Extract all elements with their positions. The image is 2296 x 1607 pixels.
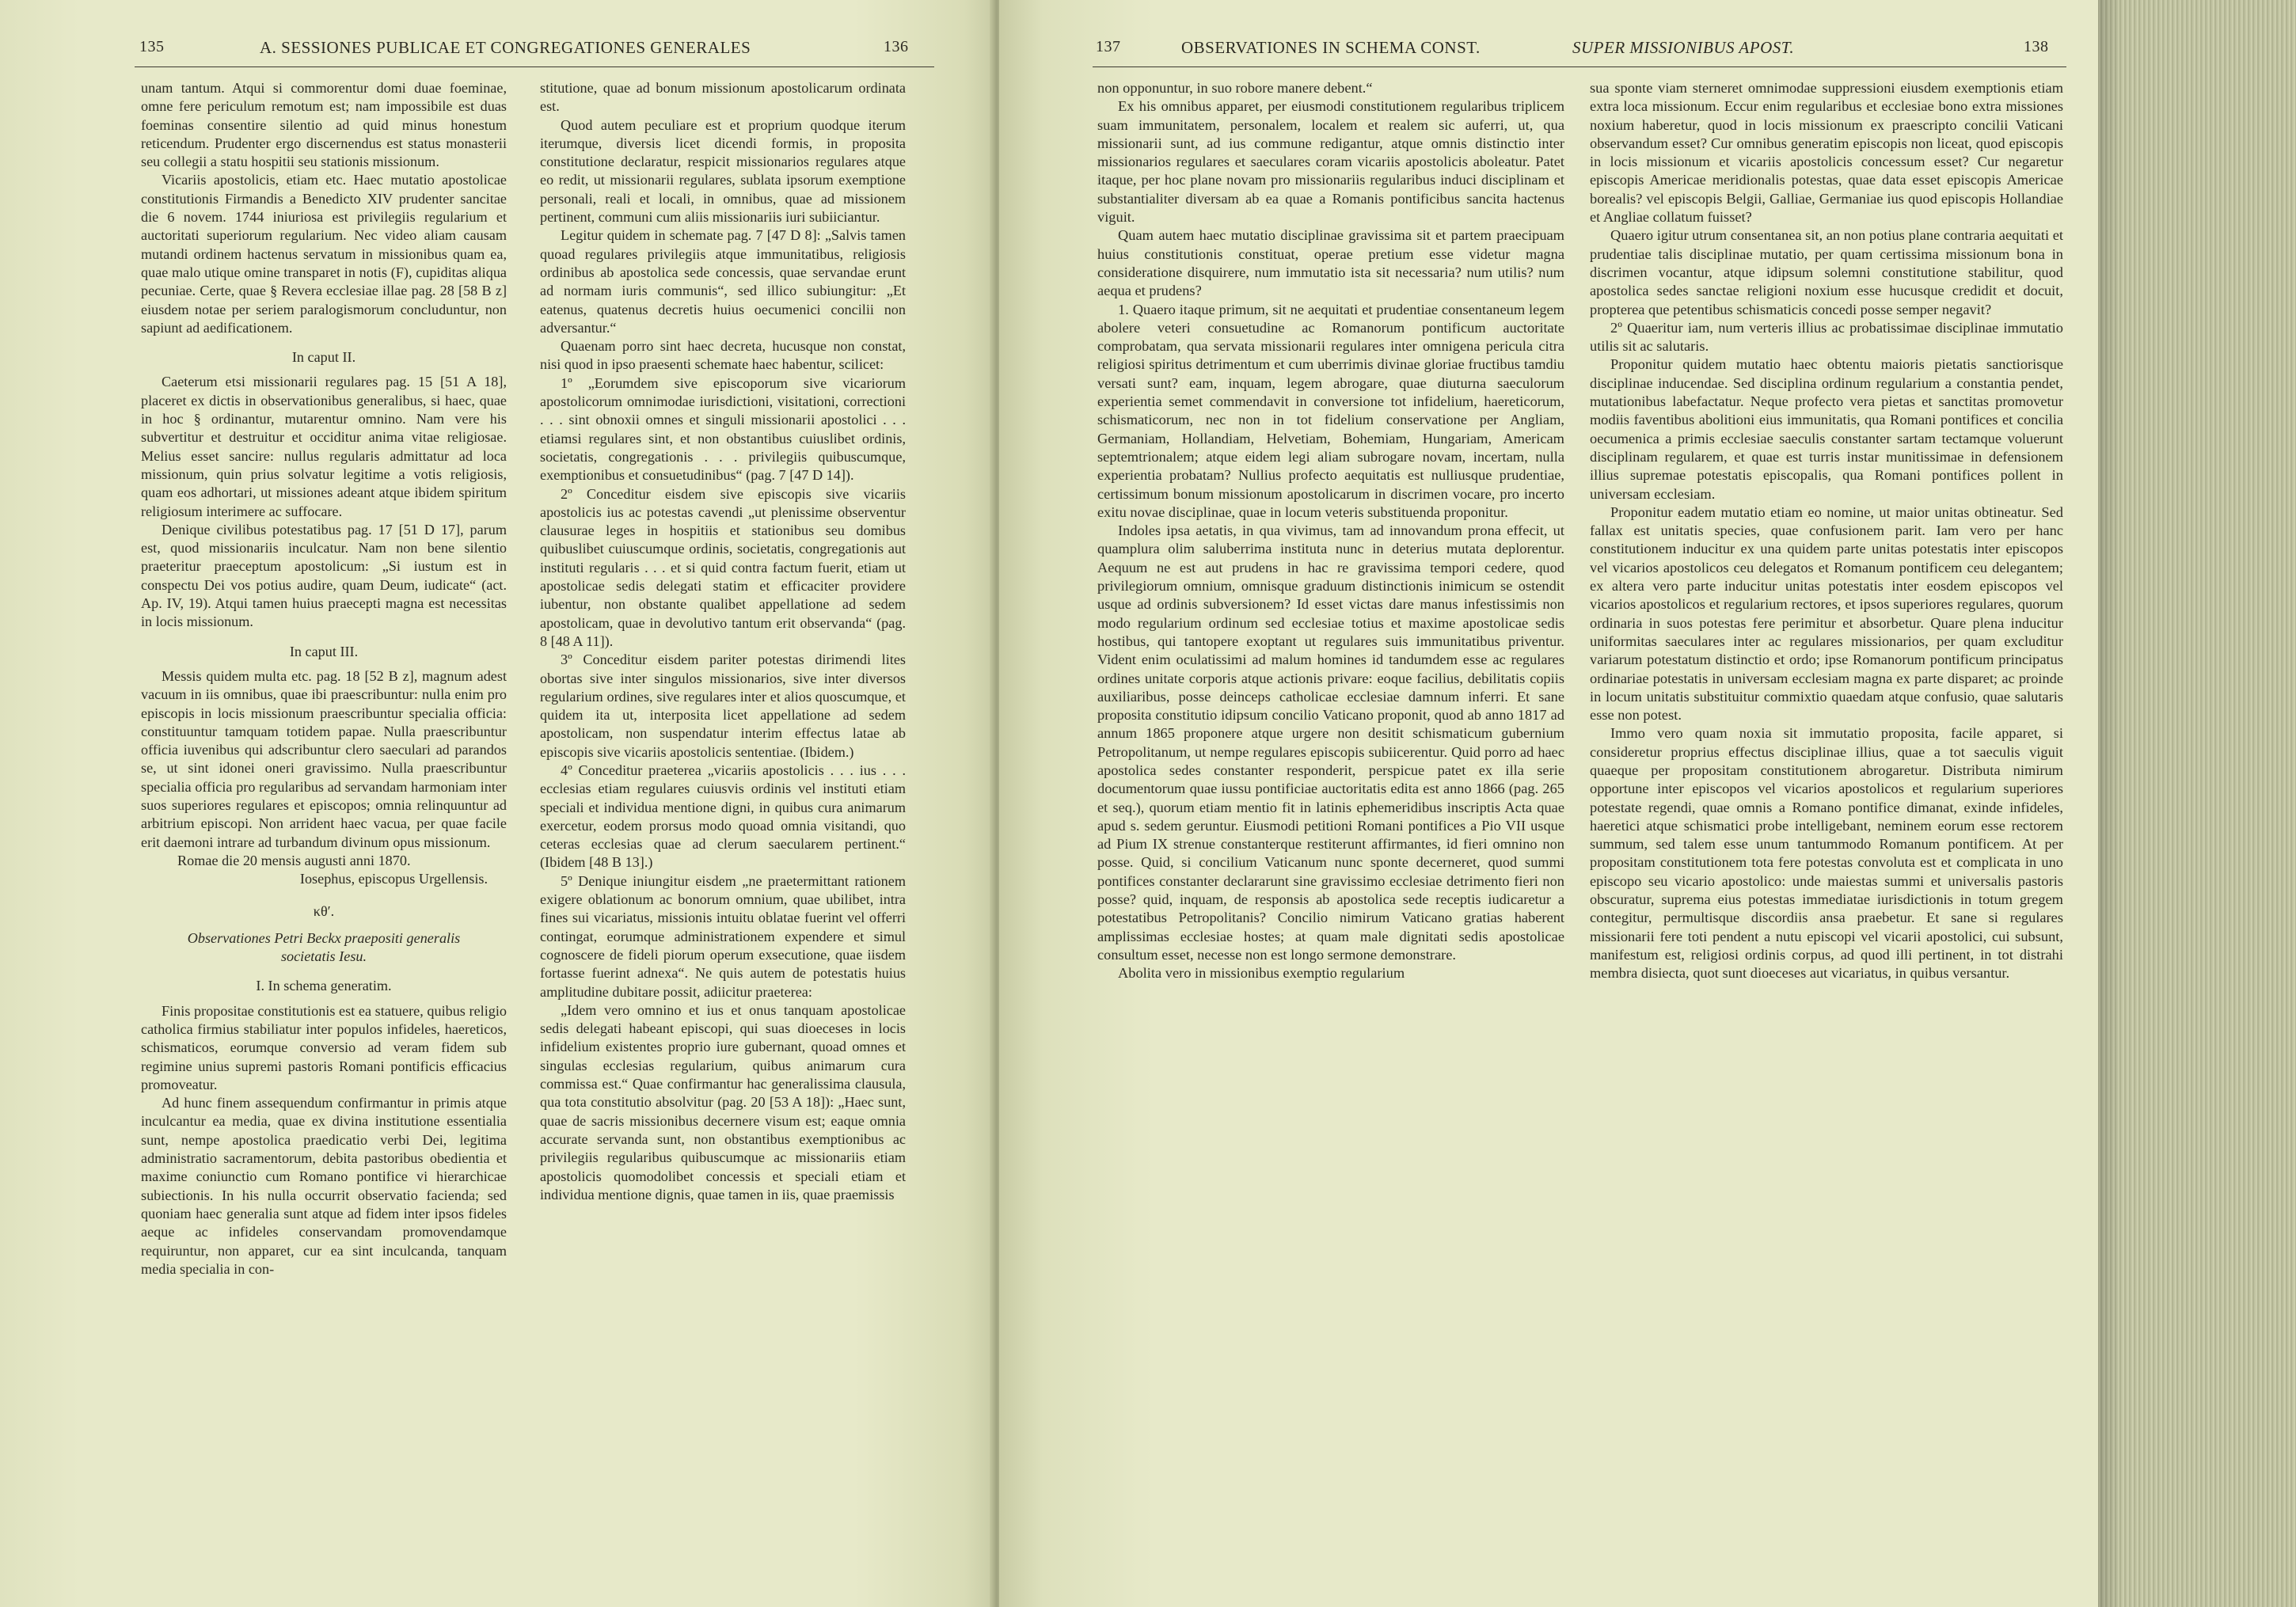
left-page-column-1	[141, 79, 507, 1278]
paragraph: Quaero igitur utrum consentanea sit, an non potius plane contraria aequitati et prudentiae talis disciplinae mutatio, per quam certissima missionum bona in discrimen vocantur, atque idipsum solemni constitutione stabilitur, quod apostolica sedes sanctae religioni noxium esse hucusque credidit et docuit, propterea que petentibus schismaticis concedi posse semper negavit?	[1590, 227, 2063, 317]
paragraph: Proponitur quidem mutatio haec obtentu maioris pietatis sanctiorisque disciplinae inducendae. Sed disciplina ordinum regularium a constantia pendet, mutationibus labefactatur. Neque profecto vera pietas et sanctitas promovetur modiis faventibus abolitioni eius immunitatis, qua Romani pontifices et concilia oecumenica a primis ecclesiae saeculis constanter sartam tectamque voluerunt disciplinam regularem, et quae est turris instar munitissimae in defensionem illius supremae potestatis episcopalis, qua Romani pontifices pollent in universam ecclesiam.	[1590, 356, 2063, 502]
paragraph: Immo vero quam noxia sit immutatio proposita, facile apparet, si consideretur proprius effectus disciplinae illius, quae a tot saeculis viguit quaeque per propositam constitutionem abrogaretur. Distributa nimirum opportune inter episcopos vel vicarios apostolicos et regularium superiores potestate regendi, quae omnis a Romano pontifice dimanat, exinde infideles, haeretici atque schismatici probe intelligebant, neminem eorum esse rectorem summum, sed talem esse unum tantummodo Romanum pontificem. At per propositam constitutionem tota fere potestas convoluta est et complicata in uno episcopo seu vicario apostolico: unde maiestas summi et universalis pastoris obscuratur, suprema eius potestas immediatae iurisdictionis in totum gregem contegitur, permultisque discordiis ansa praebetur. Et sane si regulares missionarii fere toti pendent a nutu episcopi vel vicarii apostolici, cui subsunt, manifestum est, religiosi ordinis corpus, ad quod illi pertinent, in tot distrahi membra disiecta, quot sunt dioeceses aut vicariatus, in quibus versantur.	[1590, 725, 2063, 982]
paragraph: stitutione, quae ad bonum missionum apostolicarum ordinata est.	[540, 80, 906, 115]
page-edges	[2098, 0, 2296, 1607]
paragraph: 1. Quaero itaque primum, sit ne aequitati et prudentiae consentaneum legem abolere veteri consuetudine ac Romanorum pontificum auctoritate comprobatam, qua servata missionarii regulares inter omnigena pericula citra religiosi spiritus detrimentum et cum uberrimis divinae gloriae fructibus tamdiu versati sunt? eam, inquam, legem abrogare, quae diuturna saeculorum experientia semet commendavit in conversione tot infidelium, haereticorum, schismaticorum, nec non in tot fidelium conservatione per Angliam, Germaniam, Hollandiam, Helvetiam, Bohemiam, Hungariam, Americam septemtrionalem; atque eidem legi aliam subrogare novam, incertam, nulla experientia probatam? Nullius profecto aequitatis est nulliusque prudentiae, certissimum bonum missionum apostolicarum in discrimen vocare, pro incerto exitu novae disciplinae, quae in locum veteris substituenda proponitur.	[1097, 301, 1564, 520]
section-heading: In caput II.	[291, 349, 356, 366]
right-page-column-2	[1590, 79, 2063, 983]
paragraph: 4º Conceditur praeterea „vicariis apostolicis . . . ius . . . ecclesias etiam regulares cuiusvis ordinis vel instituti etiam speciali et individua mentione digni, in quibus cura animarum exercetur, eodem prorsus modo quoad omnia visitandi, quo ceteras ecclesias quae ad clerum saecularem pertinent.“ (Ibidem [48 B 13].)	[540, 762, 906, 871]
section-heading: Observationes Petri Beckx praepositi generalis	[187, 929, 461, 946]
paragraph: 3º Conceditur eisdem pariter potestas dirimendi lites obortas sive inter singulos missionarios, sive inter diversos regularium ordines, sive regulares inter et alios quoscumque, et quidem ita ut, interposita licet appellatione ad sedem apostolicam, non suspendatur interim effectus latae ab episcopis sive vicariis apostolicis sententiae. (Ibidem.)	[540, 652, 906, 760]
page-number-138: 138	[2024, 38, 2049, 55]
right-page-column-1	[1097, 79, 1564, 983]
paragraph: Messis quidem multa etc. pag. 18 [52 B z], magnum adest vacuum in iis omnibus, quae ibi praescribuntur: nulla enim pro episcopis in locis missionum praescribuntur specialia officia: constituuntur tamquam totidem papae. Nulla praescribuntur officia iuvenibus qui adscribuntur clero saeculari ad parandos se, ut sint idonei oneri gravissimo. Nulla praescribuntur specialia officia pro regularibus ad servandam harmoniam inter suos superiores regulares et episcopos; omnia relinquuntur ad arbitrium episcopi. Non arrident haec vacua, per quae facile erit daemoni intrare ad turbandum divinum opus missionum.	[141, 667, 507, 850]
paragraph: Denique civilibus potestatibus pag. 17 [51 D 17], parum est, quod missionariis inculcatur. Nam non bene silentio praeteritur praeceptum apostolicum: „Si iustum est in conspectu Dei vos potius audire, quam Deum, iudicate“ (act. Ap. IV, 19). Atqui tamen huius praecepti magna est necessitas in locis missionum.	[141, 521, 507, 630]
paragraph: Caeterum etsi missionarii regulares pag. 15 [51 A 18], placeret ex dictis in observationibus generalibus, si haec, quae in hoc § ordinantur, mutarentur omnino. Nam vere his subvertitur et destruitur et occiditur anima vitae religiosae. Melius esset sancire: nullus regularis admittatur ad loca missionum, quin prius solvatur legitime a votis religiosis, quam eos adhortari, ut missiones adeant atque ibidem spiritum religiosum interimere ac suffocare.	[141, 374, 507, 519]
paragraph: „Idem vero omnino et ius et onus tanquam apostolicae sedis delegati habeant episcopi, qui suas dioeceses in locis infidelium existentes proprio iure gubernant, quoad omnes et singulas ecclesias regularium, quibus animarum cura commissa est.“ Quae confirmantur hac generalissima clausula, qua tota constitutio absolvitur (pag. 20 [53 A 18]): „Haec sunt, quae de sacris missionibus decernere visum est; eaque omnia accurate servanda sunt, non obstantibus exemptionibus ac privilegiis regularibus quibuscumque ac missionariis etiam apostolicis quomodolibet concessis et speciali etiam et individua mentione dignis, quae tamen in iis, quae praemissis	[540, 1001, 906, 1202]
paragraph: unam tantum. Atqui si commorentur domi duae foeminae, omne fere periculum remotum est; nam impossibile est duas foeminas consentire silentio ad quid minus honestum reticendum. Prudenter ergo discernendus est status monasterii seu collegii a statu hospitii seu stationis missionum.	[141, 80, 507, 170]
running-title-italic: SUPER MISSIONIBUS APOST.	[1572, 38, 1795, 57]
paragraph: non opponuntur, in suo robore manere debent.“	[1097, 80, 1373, 96]
section-heading: societatis Iesu.	[280, 948, 367, 965]
paragraph: 2º Conceditur eisdem sive episcopis sive vicariis apostolicis ius ac potestas cavendi „ut plenissime observentur clausurae leges in hospitiis et stationibus seu domibus quibuslibet cuiuscumque ordinis, societatis, congregationis aut instituti regularis . . . et si quid contra factum fuerit, etiam ut apostolicae sedis delegati statim et efficaciter providere iubentur, non obstante qualibet appellatione ad sedem apostolicam, quae in devolutivo tantum erit observanda“ (pag. 8 [48 A 11]).	[540, 485, 906, 649]
paragraph: 5º Denique iniungitur eisdem „ne praetermittant rationem exigere oblationum ac bonorum omnium, quae ubilibet, intra fines sui vicariatus, missionis intuitu oblatae fuerint vel offerri contingat, eorumque administrationem expendere et simul cognoscere de fideli piorum operum exsecutione, quae iisdem fortasse fuerint adnexa“. Ne quis autem de potestatis huius amplitudine dubitare possit, adiicitur praeterea:	[540, 872, 906, 1000]
paragraph: Vicariis apostolicis, etiam etc. Haec mutatio apostolicae constitutionis Firmandis a Benedicto XIV prudenter sancitae die 6 novem. 1744 iniuriosa est privilegiis regularium et auctoritati superiorum regularium. Nec video aliam causam mutandi ordinem hactenus servatum in missionibus quam ea, quae malo utique omine transparet in notis (F), cupiditas aliqua pecuniae. Certe, quae § Revera ecclesiae illae pag. 28 [58 B z] eiusdem notae per seriem paralogismorum concluduntur, non sapiunt ad aedificationem.	[141, 172, 507, 336]
page-number-137: 137	[1096, 38, 1121, 55]
paragraph: Legitur quidem in schemate pag. 7 [47 D 8]: „Salvis tamen quoad regulares privilegiis atque immunitatibus, religiosis ordinibus ab apostolica sede concessis, quae servandae erunt ad normam iuris communis“, sed illico subiungitur: „Et eatenus, quatenus decretis huius oecumenici concilii non adversantur.“	[540, 227, 906, 336]
paragraph: 2º Quaeritur iam, num verteris illius ac probatissimae disciplinae immutatio utilis sit ac salutaris.	[1590, 319, 2063, 355]
left-page-column-2	[540, 79, 906, 1204]
paragraph: Abolita vero in missionibus exemptio regularium	[1118, 965, 1405, 982]
section-heading: In caput III.	[289, 643, 359, 659]
running-title-plain: OBSERVATIONES IN SCHEMA CONST.	[1181, 38, 1481, 57]
paragraph: Indoles ipsa aetatis, in qua vivimus, tam ad innovandum prona effecit, ut quamplura olim saluberrima instituta nunc in deterius mutata deplorentur. Aequum ne est aut prudens in hac re gravissima tempori cedere, quod privilegiorum omnium, omnisque graduum distinctionis inimicum se ostendit usque ad ordinis subversionem? Id esset victas dare manus infestissimis non modo regularium ordinum sed ecclesiae totius et maxime apostolicae sedis hostibus, qui tantopere exoptant ut regulares suis immunitatibus priventur. Vident enim oculatissimi ad malum homines id tandumdem esse ac regulares ordines unitate corporis atque actionis privare: eoque facilius, debilitatis copiis auxiliaribus, posse deinceps catholicae ecclesiae damnum inferri. Et sane proposita constitutio idipsum concilio Vaticano proponit, quod ab anno 1817 ad annum 1865 proponere atque urgere non desitit schismaticum gubernium Petropolitanum, ut nempe regulares episcopis subiicerentur. Quid porro ad haec apostolica sedes constanter responderit, perspicue patet ex illa serie documentorum quae iussu pontificiae auctoritatis edita est anno 1866 (pag. 265 et seq.), quorum etiam mentio fit in latinis ephemeridibus inscriptis Acta quae apud s. sedem geruntur. Eiusmodi petitioni Romani pontifices a Pio VII usque ad Pium IX strenue constanterque restiterunt affirmantes, id fieri omnino non posse. Quid, si concilium Vaticanum nunc sponte decerneret, quod summi pontifices constanter declararunt sine gravissimo ecclesiae detrimento fieri non posse? quid, inquam, de responsis ab apostolica sede receptis iudicaretur a potestatibus Petropolitanis? Concilio nimirum Vaticano gratias haberent amplissimas ecclesiae hostes; at quam male dignitati sedis apostolicae consultum esset, necesse non est longo sermone demonstrare.	[1097, 522, 1564, 963]
section-heading: I. In schema generatim.	[256, 978, 392, 994]
page-number-136: 136	[884, 38, 909, 55]
paragraph: 1º „Eorumdem sive episcoporum sive vicariorum apostolicorum omnimodae iurisdictioni, visitationi, correctioni . . . sint obnoxii omnes et singuli missionarii apostolici . . . etiamsi regulares sint, et non obstantibus cuiuslibet ordinis, societatis, congregationis . . . privilegiis quibuscumque, exemptionibus et consuetudinibus“ (pag. 7 [47 D 14]).	[540, 374, 906, 484]
paragraph: Quaenam porro sint haec decreta, hucusque non constat, nisi quod in ipso praesenti schemate haec habentur, scilicet:	[540, 338, 906, 373]
running-title: A. SESSIONES PUBLICAE ET CONGREGATIONES GENERALES	[260, 38, 751, 57]
paragraph: Proponitur eadem mutatio etiam eo nomine, ut maior unitas obtineatur. Sed fallax est unitatis species, quae confusionem parit. Iam vero per hanc constitutionem inducitur ex una quidem parte unitas potestatis inter episcopos vel vicarios apostolicos ceu delegatos et Romanum pontificem ceu delegantem; ex altera vero parte inducitur unitas potestatis inter eosdem episcopos vel vicarios apostolicos et regularium rectores, et ipsos superiores regulares, quorum ordinaria in suos potestas fere perimitur et absorbetur. Quare plena inducitur uniformitas saeculares inter ac regulares missionarios, per quam excluditur variarum potestatum distinctio et ordo; ipse Romanorum pontificum principatus ordinariae potestatis in universam ecclesiam magna ex parte disparet; ac proinde in locum unitatis substituitur commixtio quaedam atque confusio, quae salutaris esse non potest.	[1590, 503, 2063, 724]
left-page-header	[135, 27, 934, 67]
paragraph: sua sponte viam sterneret omnimodae suppressioni eiusdem exemptionis etiam extra loca missionum. Eccur enim regularibus et ecclesiae bono extra missiones noxium haberetur, quod in locis missionum ex praescripto concilii Vaticani observandum esset? Cur omnibus generatim episcopis non liceat, quod episcopis in locis missionum et vicariis apostolicis concessum esset? Cur negaretur episcopis Americae meridionalis potestas, quae data esset episcopis Americae borealis? vel episcopis Belgii, Galliae, Germaniae ius quod episcopis Hollandiae et Angliae collatum fuisset?	[1590, 80, 2063, 226]
paragraph: Finis propositae constitutionis est ea statuere, quibus religio catholica firmius stabiliatur inter populos infideles, haereticos, schismaticos, eorumque conversio ad veram fidem sub regimine unius supremi pastoris Romani pontificis efficacius promoveatur.	[141, 1002, 507, 1092]
paragraph: κθ′.	[313, 903, 335, 920]
paragraph: Quod autem peculiare est et proprium quodque iterum iterumque, diversis licet dicendi formis, in proposita constitutione declaratur, respicit missionarios regulares atque eo redit, ut missionarii regulares, sublata ipsorum exemptione personali, reali et locali, in omnibus, quae ad missionem pertinent, communi cum aliis missionariis iuri subiiciantur.	[540, 116, 906, 226]
page-number-135: 135	[139, 38, 165, 55]
right-page	[999, 0, 2098, 1607]
paragraph: Ex his omnibus apparet, per eiusmodi constitutionem regularibus triplicem suam immunitatem, personalem, localem et realem sic auferri, ut, qua missionarii sunt, ad ius commune redigantur, atque omnis distinctio inter missionarios regulares et saeculares coram vicariis apostolicis aboleatur. Patet itaque, per hoc plane novam pro missionariis regularibus induci disciplinam et substantialiter diversam ab ea quae a Romanis pontificibus sancita hactenus viguit.	[1097, 98, 1564, 226]
paragraph: Quam autem haec mutatio disciplinae gravissima sit et partem praecipuam huius constitutionis constituat, operae pretium esse videtur magna consideratione disquirere, num immutatio ista sit necessaria? num utilis? num aequa et prudens?	[1097, 227, 1564, 299]
paragraph: Romae die 20 mensis augusti anni 1870.	[177, 852, 411, 868]
right-page-header	[1093, 27, 2066, 67]
paragraph: Ad hunc finem assequendum confirmantur in primis atque inculcantur ea media, quae ex divina institutione essentialia sunt, nempe apostolica praedicatio verbi Dei, legitima administratio sacramentorum, debita pastoribus obedientia et maxime coniunctio cum Romano pontifice vi hierarchicae subiectionis. In his nulla occurrit observatio facienda; sed quoniam haec generalia sunt atque ad fidem inter ipsos fideles aeque ac infideles conservandam promovendamque requiruntur, non apparet, cur ea sint inculcanda, tanquam media specialia in con-	[141, 1095, 507, 1277]
left-page	[0, 0, 994, 1607]
paragraph: Iosephus, episcopus Urgellensis.	[299, 871, 488, 887]
